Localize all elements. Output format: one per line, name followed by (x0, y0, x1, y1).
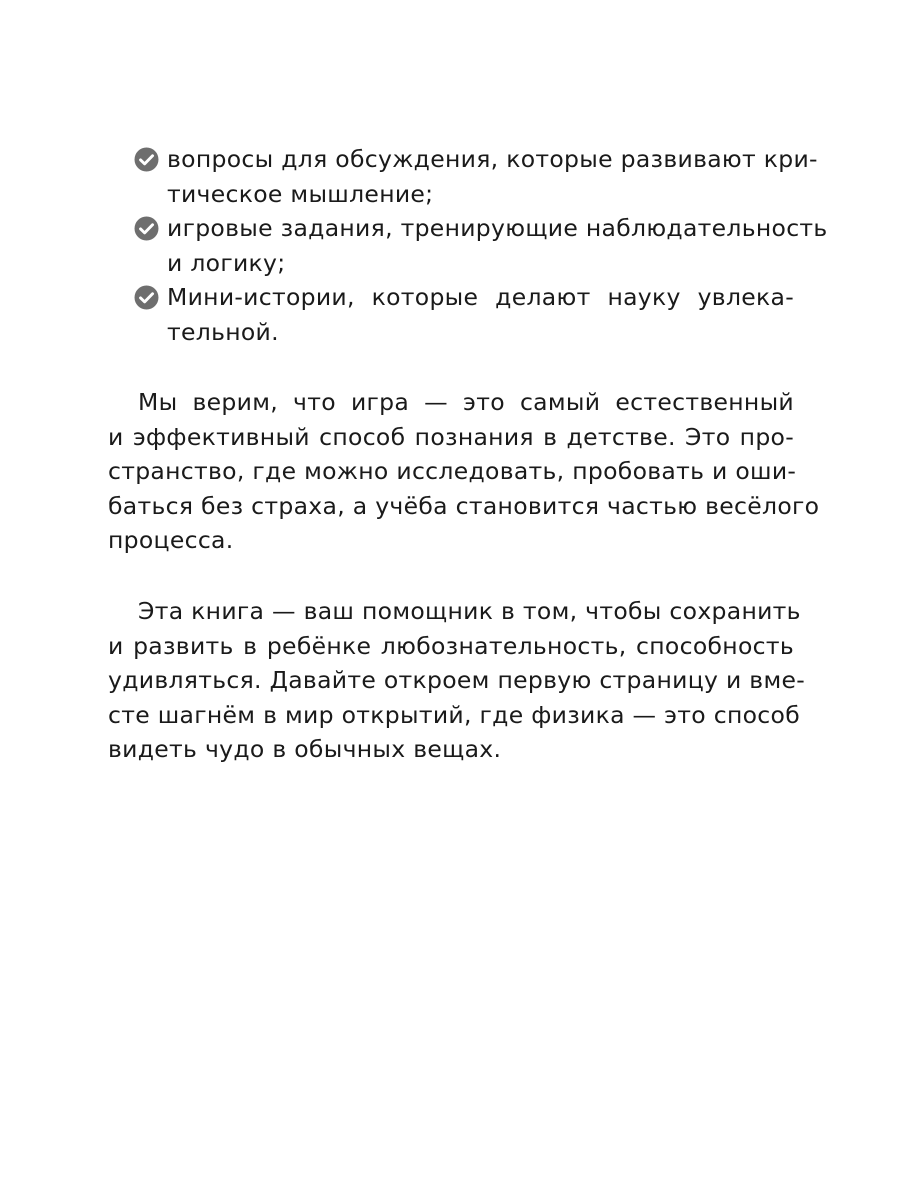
list-item-line: тическое мышление; (167, 179, 434, 208)
paragraph-line: сте шагнём в мир открытий, где физика — это способ (108, 700, 801, 729)
list-item-line: Мини-истории, которые делают науку увлека- (167, 283, 794, 311)
list-item-line: игровые задания, тренирующие наблюдательность (167, 214, 828, 242)
check-circle-icon (134, 147, 159, 172)
paragraph-line: удивляться. Давайте откроем первую страницу и вме- (108, 666, 806, 694)
check-circle-icon (134, 285, 159, 310)
list-item (134, 211, 828, 280)
list-item-line: тельной. (167, 317, 279, 346)
paragraph-line: процесса. (108, 526, 234, 554)
bullet-list (134, 142, 828, 349)
paragraph-line: и эффективный способ познания в детстве. Это про- (108, 422, 794, 451)
list-item-line: и логику; (167, 248, 286, 277)
paragraph-line: и развить в ребёнке любознательность, способность (108, 631, 794, 660)
check-circle-icon (134, 216, 159, 241)
paragraph-line: Эта книга — ваш помощник в том, чтобы сохранить (138, 597, 801, 625)
list-item (134, 280, 794, 349)
paragraph-line: странство, где можно исследовать, пробовать и оши- (108, 457, 797, 485)
paragraph-line: баться без страха, а учёба становится частью весёлого (108, 491, 820, 520)
paragraph-line: видеть чудо в обычных вещах. (108, 735, 502, 763)
list-item-line: вопросы для обсуждения, которые развивают кри- (167, 145, 818, 173)
list-item (134, 142, 818, 211)
paragraph (108, 594, 806, 767)
paragraph-line: Мы верим, что игра — это самый естественный (138, 388, 794, 416)
paragraph (108, 385, 820, 558)
